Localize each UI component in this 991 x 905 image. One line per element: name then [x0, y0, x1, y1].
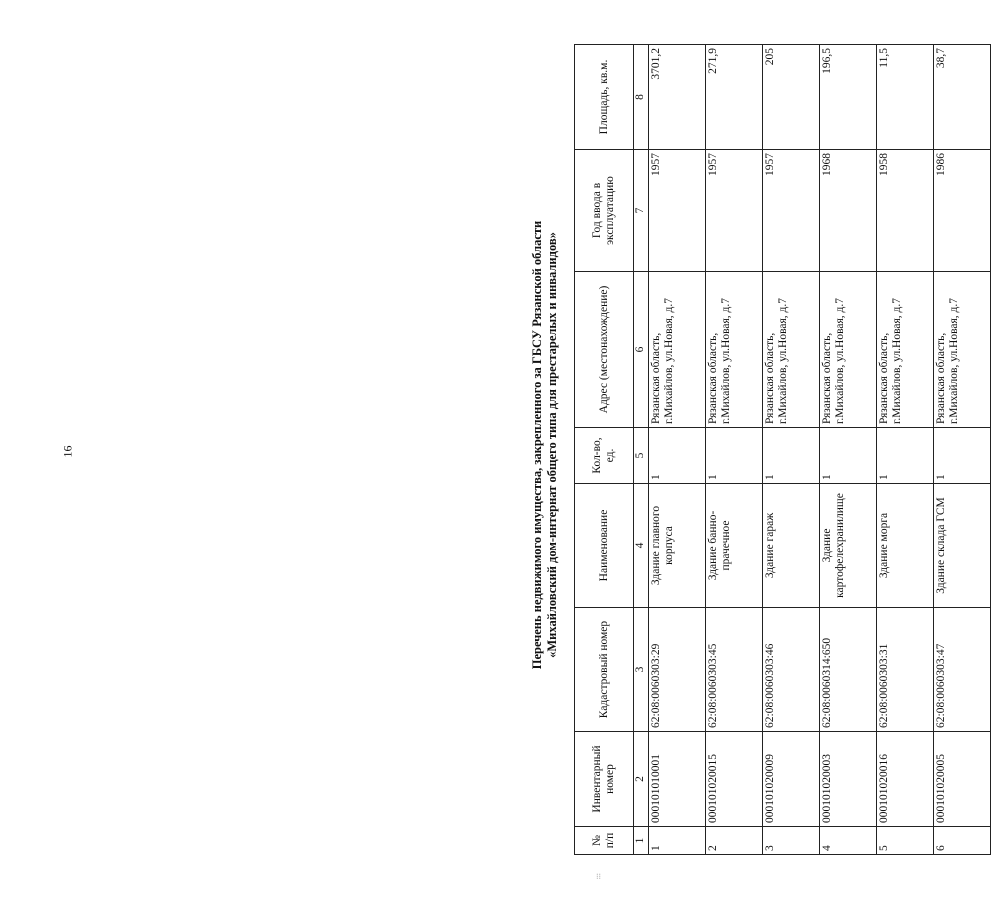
column-number-row	[634, 45, 649, 855]
table-row	[877, 45, 934, 855]
column-number: 1	[634, 827, 649, 855]
inventory-number-cell: 000101020009	[763, 732, 820, 827]
cadastral-number-cell: 62:08:0060303:29	[649, 608, 706, 732]
area-cell: 38,7	[934, 45, 991, 150]
table-row	[706, 45, 763, 855]
column-header: № п/п	[575, 827, 634, 855]
row-number-cell: 6	[934, 827, 991, 855]
year-cell: 1957	[763, 150, 820, 272]
inventory-number-cell: 000101020003	[820, 732, 877, 827]
column-header: Адрес (местонахождение)	[575, 272, 634, 428]
name-cell: Здание картофелехранилище	[820, 484, 877, 608]
quantity-cell: 1	[877, 428, 934, 484]
document-title	[530, 45, 574, 855]
address-cell: Рязанская область, г.Михайлов, ул.Новая, д.7	[820, 272, 877, 428]
inventory-number-cell: 000101020016	[877, 732, 934, 827]
name-cell: Здание главного корпуса	[649, 484, 706, 608]
year-cell: 1968	[820, 150, 877, 272]
column-header: Площадь, кв.м.	[575, 45, 634, 150]
quantity-cell: 1	[934, 428, 991, 484]
cadastral-number-cell: 62:08:0060303:46	[763, 608, 820, 732]
column-header: Кадастровый номер	[575, 608, 634, 732]
quantity-cell: 1	[706, 428, 763, 484]
row-number-cell: 3	[763, 827, 820, 855]
address-cell: Рязанская область, г.Михайлов, ул.Новая, д.7	[706, 272, 763, 428]
scan-artifact: ⁝⁝	[596, 872, 602, 881]
table-row	[820, 45, 877, 855]
page-number: 16	[60, 445, 75, 458]
table-body	[649, 45, 991, 855]
column-header: Кол-во, ед.	[575, 428, 634, 484]
property-table	[574, 44, 991, 855]
cadastral-number-cell: 62:08:0060314:650	[820, 608, 877, 732]
area-cell: 271,9	[706, 45, 763, 150]
table-row	[649, 45, 706, 855]
cadastral-number-cell: 62:08:0060303:45	[706, 608, 763, 732]
column-number: 3	[634, 608, 649, 732]
header-row	[575, 45, 634, 855]
column-header: Инвентарный номер	[575, 732, 634, 827]
name-cell: Здание морга	[877, 484, 934, 608]
column-header: Наименование	[575, 484, 634, 608]
row-number-cell: 4	[820, 827, 877, 855]
inventory-number-cell: 000101020015	[706, 732, 763, 827]
year-cell: 1957	[649, 150, 706, 272]
column-number: 4	[634, 484, 649, 608]
column-number: 2	[634, 732, 649, 827]
address-cell: Рязанская область, г.Михайлов, ул.Новая, д.7	[763, 272, 820, 428]
table-row	[763, 45, 820, 855]
quantity-cell: 1	[820, 428, 877, 484]
area-cell: 3701,2	[649, 45, 706, 150]
cadastral-number-cell: 62:08:0060303:31	[877, 608, 934, 732]
column-number: 5	[634, 428, 649, 484]
table-row	[934, 45, 991, 855]
area-cell: 205	[763, 45, 820, 150]
rotated-content	[530, 45, 960, 855]
inventory-number-cell: 000101020005	[934, 732, 991, 827]
quantity-cell: 1	[649, 428, 706, 484]
title-line-1: Перечень недвижимого имущества, закрепленного за ГБСУ Рязанской области	[530, 220, 544, 670]
cadastral-number-cell: 62:08:0060303:47	[934, 608, 991, 732]
name-cell: Здание гараж	[763, 484, 820, 608]
column-number: 6	[634, 272, 649, 428]
column-number: 7	[634, 150, 649, 272]
inventory-number-cell: 000101010001	[649, 732, 706, 827]
area-cell: 11,5	[877, 45, 934, 150]
row-number-cell: 5	[877, 827, 934, 855]
name-cell: Здание банно-прачечное	[706, 484, 763, 608]
row-number-cell: 2	[706, 827, 763, 855]
row-number-cell: 1	[649, 827, 706, 855]
year-cell: 1986	[934, 150, 991, 272]
name-cell: Здание склада ГСМ	[934, 484, 991, 608]
address-cell: Рязанская область, г.Михайлов, ул.Новая, д.7	[877, 272, 934, 428]
area-cell: 196,5	[820, 45, 877, 150]
year-cell: 1957	[706, 150, 763, 272]
address-cell: Рязанская область, г.Михайлов, ул.Новая, д.7	[649, 272, 706, 428]
quantity-cell: 1	[763, 428, 820, 484]
title-line-2: «Михайловский дом-интернат общего типа для престарелых и инвалидов»	[545, 232, 559, 658]
column-header: Год ввода в эксплуатацию	[575, 150, 634, 272]
column-number: 8	[634, 45, 649, 150]
year-cell: 1958	[877, 150, 934, 272]
address-cell: Рязанская область, г.Михайлов, ул.Новая, д.7	[934, 272, 991, 428]
